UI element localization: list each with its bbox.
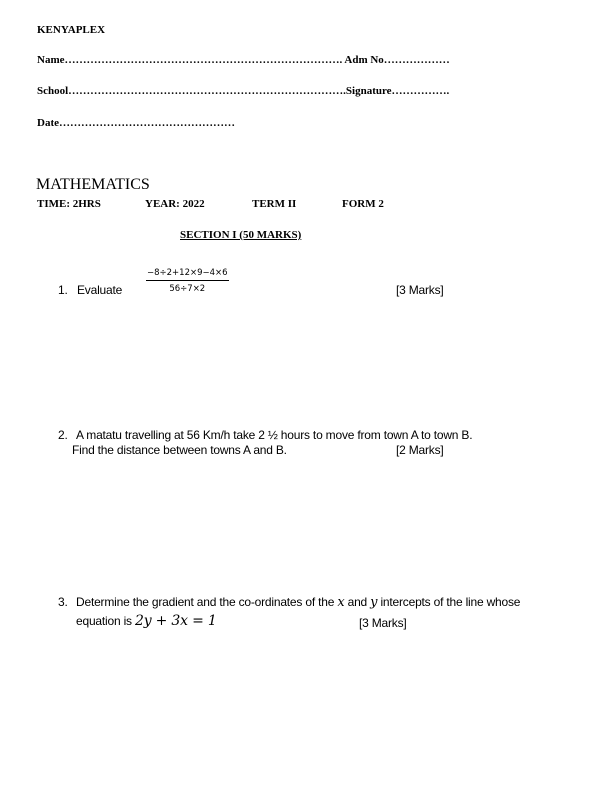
question-3-line2 bbox=[76, 613, 217, 629]
question-3-number: 3. bbox=[58, 595, 68, 609]
question-2-line2: Find the distance between towns A and B. bbox=[72, 443, 287, 457]
exam-form: FORM 2 bbox=[342, 198, 384, 210]
question-1-number: 1. bbox=[58, 283, 68, 297]
subject-title: MATHEMATICS bbox=[36, 176, 150, 193]
question-3-equation: 2y + 3x = 1 bbox=[134, 613, 217, 629]
fraction-numerator: −8÷2+12×9−4×6 bbox=[146, 268, 229, 281]
exam-time: TIME: 2HRS bbox=[37, 198, 101, 210]
name-adm-field: Name…………………………………………………………………. Adm No……………… bbox=[37, 54, 450, 66]
question-2-number: 2. bbox=[58, 428, 68, 442]
publisher-label: KENYAPLEX bbox=[37, 24, 106, 36]
section-heading: SECTION I (50 MARKS) bbox=[180, 229, 302, 241]
question-2-line1: A matatu travelling at 56 Km/h take 2 ½ hours to move from town A to town B. bbox=[76, 428, 473, 442]
variable-y: y bbox=[370, 595, 378, 610]
question-3-line1 bbox=[76, 595, 520, 610]
question-1-text: Evaluate bbox=[77, 283, 123, 297]
exam-term: TERM II bbox=[252, 198, 297, 210]
question-3-equation-label: equation is bbox=[76, 614, 132, 628]
question-1-fraction bbox=[146, 268, 229, 294]
date-field: Date………………………………………… bbox=[37, 117, 235, 129]
question-1-marks: [3 Marks] bbox=[396, 283, 444, 297]
exam-year: YEAR: 2022 bbox=[145, 198, 205, 210]
question-3-text-c: intercepts of the line whose bbox=[380, 595, 521, 609]
question-3-text-b: and bbox=[347, 595, 368, 609]
question-2-marks: [2 Marks] bbox=[396, 443, 444, 457]
school-signature-field: School………………………………………………………………….Signature……………. bbox=[37, 85, 450, 97]
question-3-text-a: Determine the gradient and the co-ordinates of the bbox=[76, 595, 335, 609]
variable-x: x bbox=[337, 595, 345, 610]
fraction-denominator: 56÷7×2 bbox=[169, 284, 206, 294]
question-3-marks: [3 Marks] bbox=[359, 616, 407, 630]
